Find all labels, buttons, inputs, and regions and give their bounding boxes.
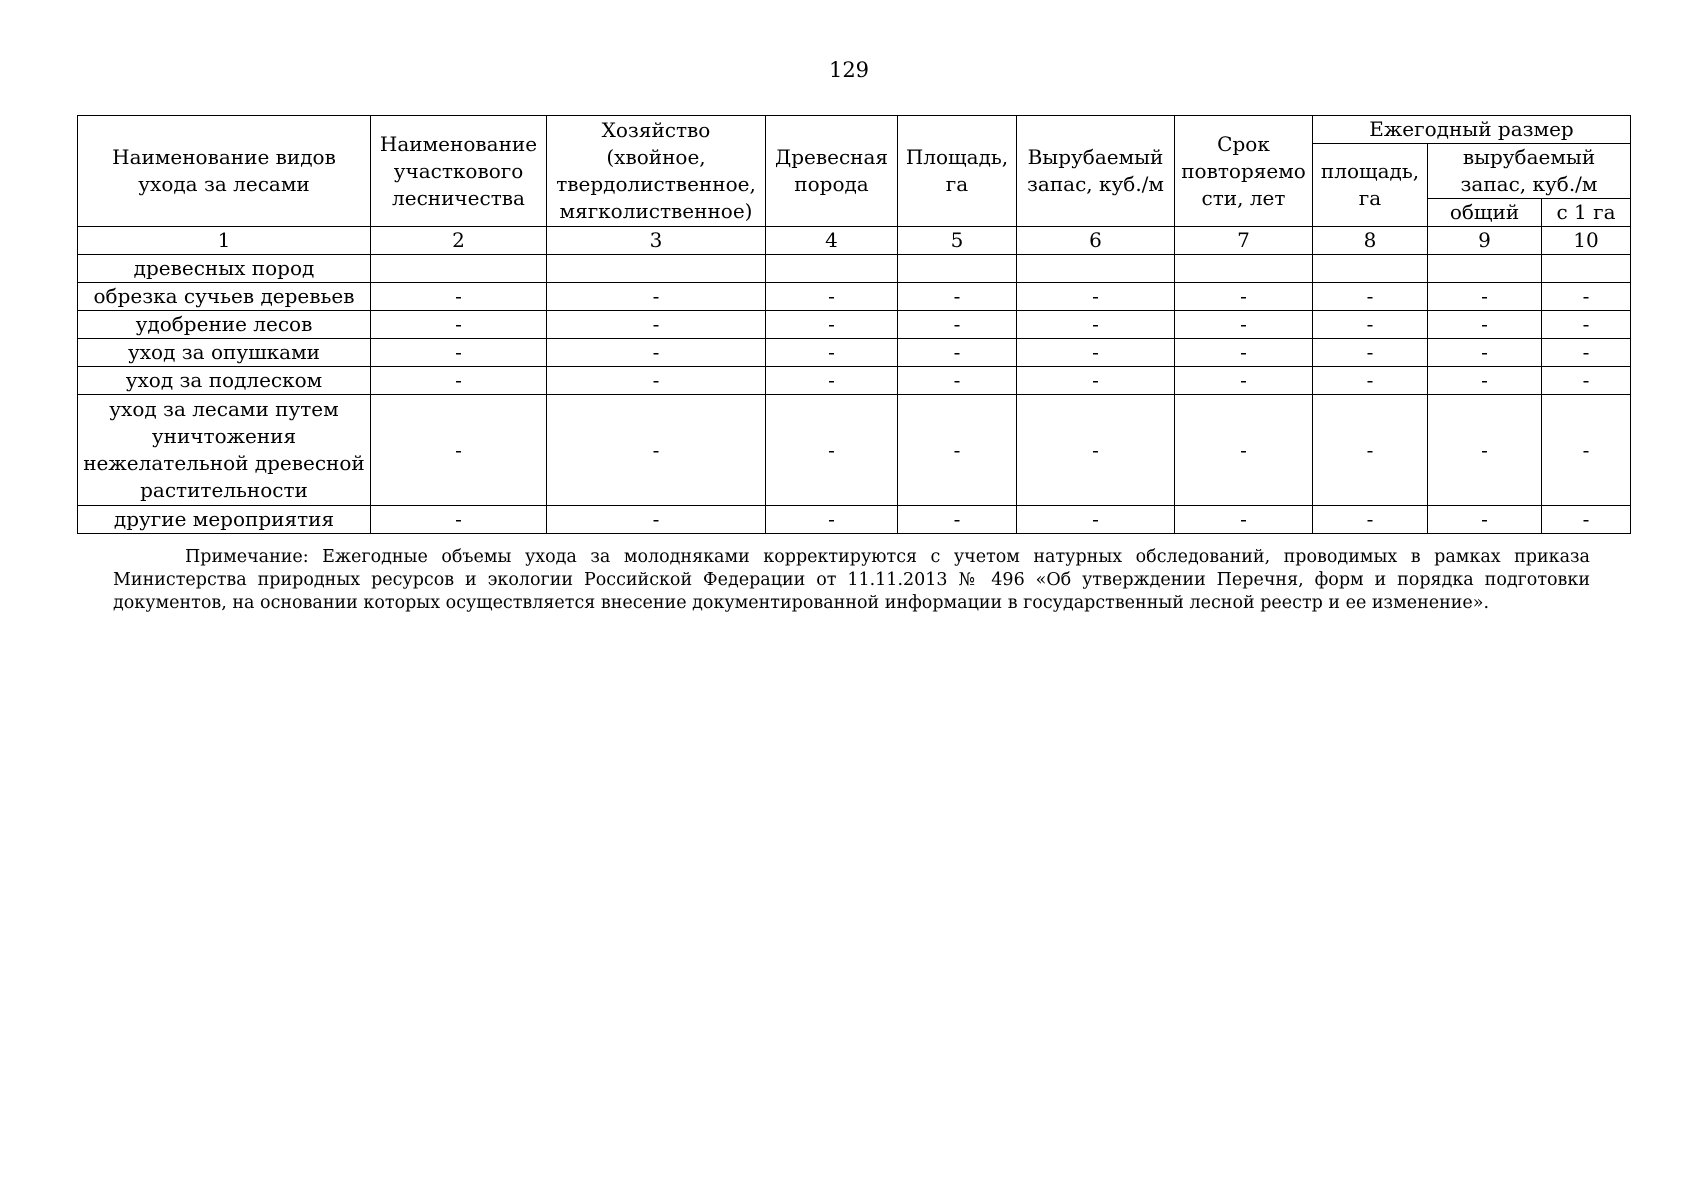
- value-cell: -: [1542, 339, 1631, 367]
- table-body: [78, 255, 1631, 534]
- value-cell: -: [898, 395, 1017, 506]
- value-cell: -: [1428, 311, 1542, 339]
- table-row: [78, 255, 1631, 283]
- value-cell: [1428, 255, 1542, 283]
- column-number: 3: [547, 227, 766, 255]
- table-row: [78, 367, 1631, 395]
- value-cell: -: [1017, 283, 1175, 311]
- care-type-cell: другие мероприятия: [78, 506, 371, 534]
- value-cell: -: [547, 339, 766, 367]
- column-number: 4: [766, 227, 898, 255]
- header-annual-total: общий: [1428, 199, 1542, 227]
- table-row: [78, 506, 1631, 534]
- column-number: 10: [1542, 227, 1631, 255]
- column-numbers-row: [78, 227, 1631, 255]
- value-cell: -: [1313, 311, 1428, 339]
- value-cell: -: [1175, 311, 1313, 339]
- value-cell: -: [1175, 367, 1313, 395]
- value-cell: -: [766, 311, 898, 339]
- value-cell: -: [1175, 283, 1313, 311]
- value-cell: -: [1542, 395, 1631, 506]
- value-cell: -: [1017, 311, 1175, 339]
- value-cell: -: [766, 283, 898, 311]
- value-cell: [1542, 255, 1631, 283]
- value-cell: -: [1017, 339, 1175, 367]
- value-cell: -: [898, 339, 1017, 367]
- header-harvested-volume: Вырубаемый запас, куб./м: [1017, 116, 1175, 227]
- care-type-cell: древесных пород: [78, 255, 371, 283]
- value-cell: -: [1428, 339, 1542, 367]
- header-repeat-period: Срок повторяемо сти, лет: [1175, 116, 1313, 227]
- value-cell: -: [1428, 283, 1542, 311]
- value-cell: -: [547, 367, 766, 395]
- value-cell: -: [898, 311, 1017, 339]
- value-cell: -: [1313, 367, 1428, 395]
- value-cell: [547, 255, 766, 283]
- value-cell: -: [1542, 367, 1631, 395]
- table-header: [78, 116, 1631, 255]
- value-cell: -: [898, 506, 1017, 534]
- value-cell: -: [1313, 395, 1428, 506]
- column-number: 6: [1017, 227, 1175, 255]
- header-annual-per-ha: с 1 га: [1542, 199, 1631, 227]
- value-cell: [1017, 255, 1175, 283]
- value-cell: [1175, 255, 1313, 283]
- value-cell: -: [1428, 367, 1542, 395]
- footnote: [113, 546, 1590, 615]
- value-cell: -: [371, 395, 547, 506]
- care-type-cell: обрезка сучьев деревьев: [78, 283, 371, 311]
- value-cell: -: [547, 283, 766, 311]
- column-number: 2: [371, 227, 547, 255]
- value-cell: -: [1175, 395, 1313, 506]
- column-number: 5: [898, 227, 1017, 255]
- value-cell: -: [1017, 367, 1175, 395]
- value-cell: -: [547, 506, 766, 534]
- column-number: 1: [78, 227, 371, 255]
- value-cell: -: [898, 367, 1017, 395]
- value-cell: [371, 255, 547, 283]
- care-type-cell: уход за лесами путем уничтожения нежелательной древесной растительности: [78, 395, 371, 506]
- value-cell: -: [1428, 395, 1542, 506]
- value-cell: -: [1017, 395, 1175, 506]
- value-cell: [1313, 255, 1428, 283]
- table-row: [78, 283, 1631, 311]
- value-cell: -: [898, 283, 1017, 311]
- care-type-cell: удобрение лесов: [78, 311, 371, 339]
- value-cell: -: [1542, 283, 1631, 311]
- value-cell: -: [547, 311, 766, 339]
- value-cell: -: [766, 395, 898, 506]
- care-type-cell: уход за опушками: [78, 339, 371, 367]
- header-management-type: Хозяйство (хвойное, твердолиственное, мягколиственное): [547, 116, 766, 227]
- value-cell: -: [547, 395, 766, 506]
- value-cell: -: [371, 283, 547, 311]
- column-number: 8: [1313, 227, 1428, 255]
- value-cell: -: [1428, 506, 1542, 534]
- value-cell: -: [1542, 311, 1631, 339]
- value-cell: -: [766, 339, 898, 367]
- value-cell: -: [1313, 339, 1428, 367]
- column-number: 7: [1175, 227, 1313, 255]
- value-cell: -: [371, 367, 547, 395]
- footnote-text: Примечание: Ежегодные объемы ухода за молодняками корректируются с учетом натурных обследований, проводимых в рамках приказа Министерства природных ресурсов и экологии Российской Федерации от 11.11.2013 № 496 «Об утверждении Перечня, форм и порядка подготовки документов, на основании которых осуществляется внесение документированной информации в государственный лесной реестр и ее изменение».: [113, 547, 1590, 613]
- table-row: [78, 311, 1631, 339]
- value-cell: -: [1313, 506, 1428, 534]
- value-cell: -: [371, 311, 547, 339]
- care-type-cell: уход за подлеском: [78, 367, 371, 395]
- header-annual-size: Ежегодный размер: [1313, 116, 1631, 144]
- value-cell: -: [766, 367, 898, 395]
- header-annual-area: площадь, га: [1313, 144, 1428, 227]
- value-cell: -: [1175, 506, 1313, 534]
- table-row: [78, 339, 1631, 367]
- value-cell: -: [1017, 506, 1175, 534]
- page-number: 129: [828, 58, 870, 82]
- value-cell: -: [1542, 506, 1631, 534]
- value-cell: -: [766, 506, 898, 534]
- value-cell: [898, 255, 1017, 283]
- header-tree-species: Древесная порода: [766, 116, 898, 227]
- header-annual-volume: вырубаемый запас, куб./м: [1428, 144, 1631, 199]
- header-forestry-district: Наименование участкового лесничества: [371, 116, 547, 227]
- value-cell: -: [371, 339, 547, 367]
- value-cell: [766, 255, 898, 283]
- table-row: [78, 395, 1631, 506]
- value-cell: -: [371, 506, 547, 534]
- forest-care-table: [77, 115, 1631, 534]
- header-care-type: Наименование видов ухода за лесами: [78, 116, 371, 227]
- header-area: Площадь, га: [898, 116, 1017, 227]
- value-cell: -: [1313, 283, 1428, 311]
- value-cell: -: [1175, 339, 1313, 367]
- column-number: 9: [1428, 227, 1542, 255]
